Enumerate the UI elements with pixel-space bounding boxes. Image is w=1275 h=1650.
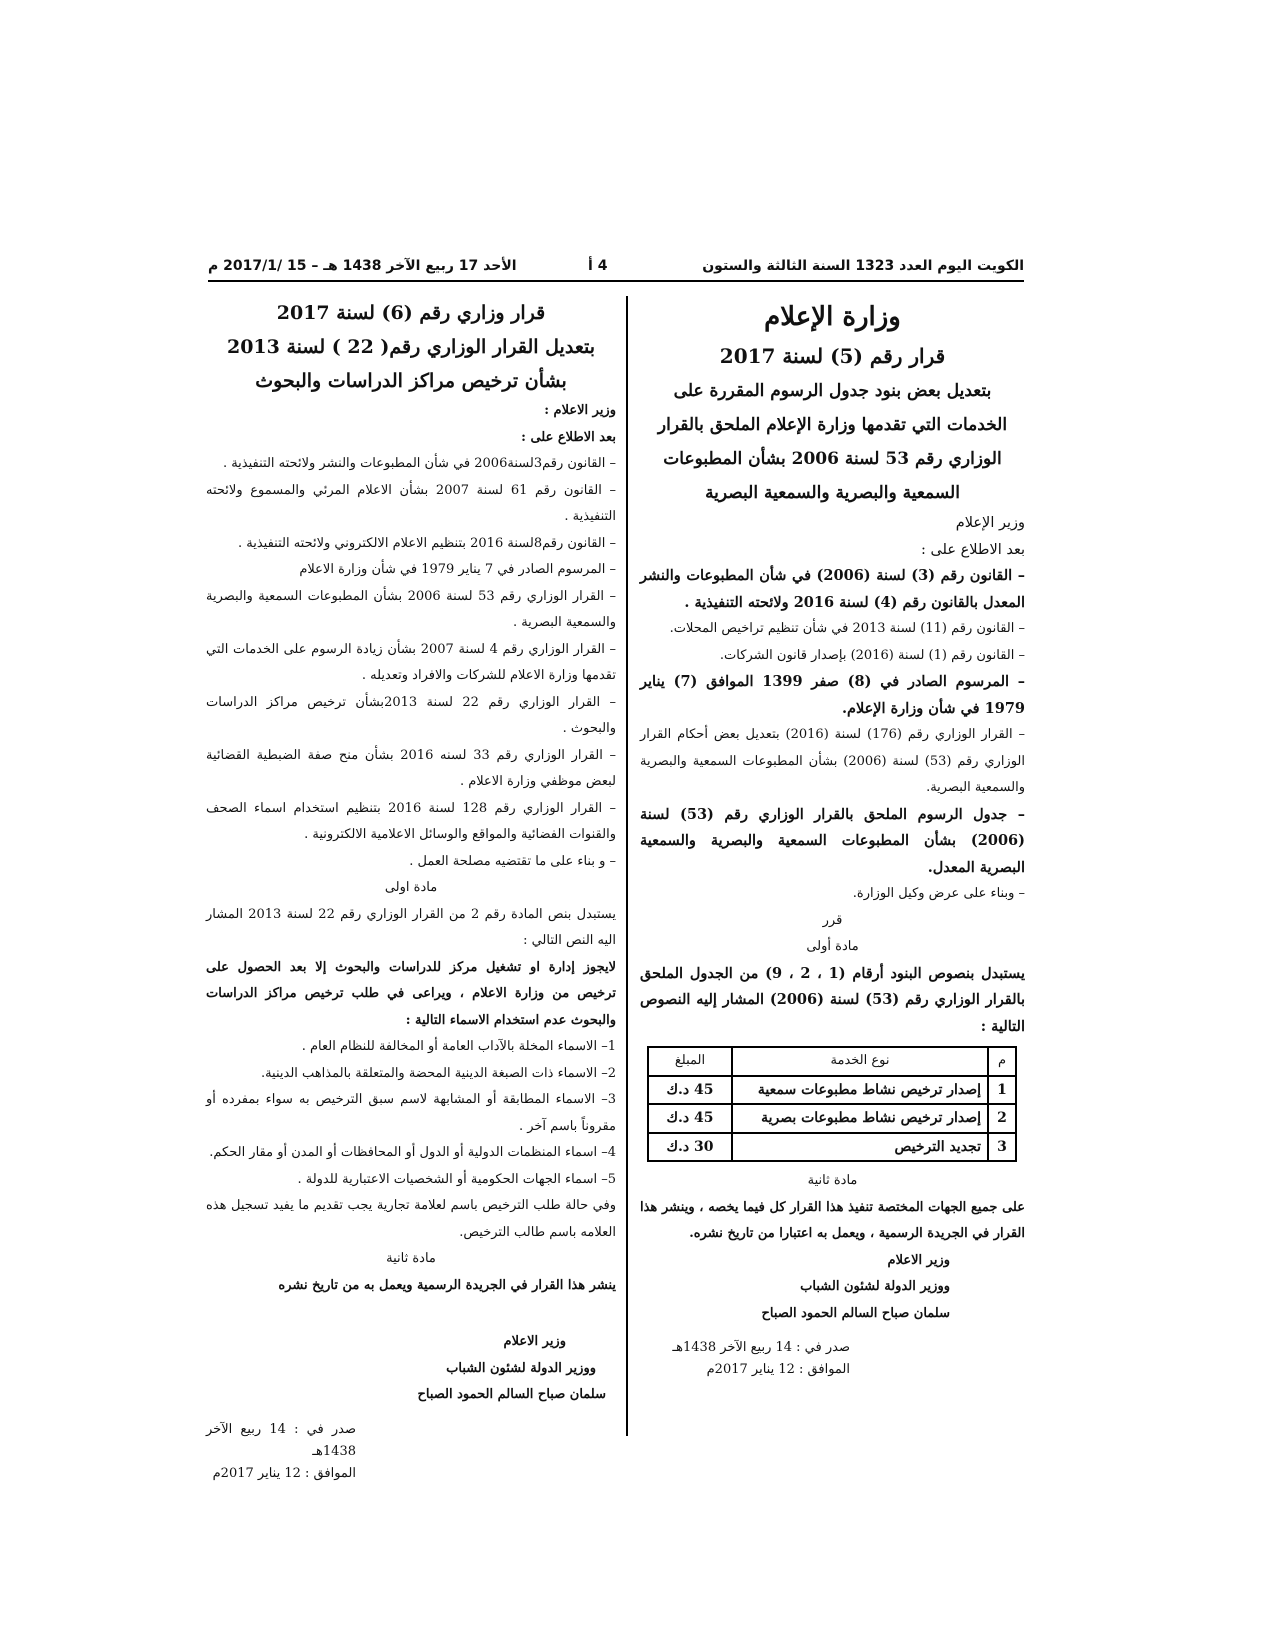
article-2-text: ينشر هذا القرار في الجريدة الرسمية ويعمل به من تاريخ نشره xyxy=(278,1277,616,1293)
prohibited-name-item: 1– الاسماء المخلة بالآداب العامة أو المخالفة للنظام العام . xyxy=(301,1039,616,1054)
column-divider xyxy=(626,296,628,1436)
fees-table-header xyxy=(648,1047,1016,1076)
minister-label: وزير الإعلام xyxy=(955,515,1025,531)
table-header-cell: نوع الخدمة xyxy=(732,1047,988,1076)
prohibited-name-item: 5– اسماء الجهات الحكومية أو الشخصيات الاعتبارية للدولة . xyxy=(297,1171,616,1187)
reference-item: – القرار الوزاري رقم 53 لسنة 2006 بشأن المطبوعات السمعية والبصرية والسمعية البصرية . xyxy=(206,588,616,630)
table-row xyxy=(648,1104,1016,1133)
table-header-cell: م xyxy=(988,1047,1016,1076)
issue-date: الأحد 17 ربيع الآخر 1438 هـ – 15 /2017/1 م xyxy=(208,258,517,274)
gazette-issue: الكويت اليوم العدد 1323 السنة الثالثة والستون xyxy=(702,258,1024,274)
decided-label: قرر xyxy=(822,912,843,928)
row-number: 3 xyxy=(988,1133,1016,1162)
reference-item: – المرسوم الصادر في 7 يناير 1979 في شأن وزارة الاعلام xyxy=(299,562,616,577)
trademark-note: وفي حالة طلب الترخيص باسم لعلامة تجارية يجب تقديم ما يفيد تسجيل هذه العلامه باسم طالب الترخيص. xyxy=(206,1198,616,1240)
reference-item: – القانون رقم (11) لسنة 2013 في شأن تنظيم تراخيص المحلات. xyxy=(669,621,1025,636)
signatory-name: سلمان صباح السالم الحمود الصباح xyxy=(761,1305,950,1321)
issued-date-hijri: صدر في : 14 ربيع الآخر 1438هـ xyxy=(672,1340,850,1355)
signatory-name: سلمان صباح السالم الحمود الصباح xyxy=(417,1387,606,1402)
article-1-title: مادة اولى xyxy=(384,880,438,895)
issued-date-gregorian: الموافق : 12 يناير 2017م xyxy=(706,1362,850,1377)
service-type: إصدار ترخيص نشاط مطبوعات بصرية xyxy=(732,1104,988,1133)
article-1-text: يستبدل بنصوص البنود أرقام (1 ، 2 ، 9) من الجدول الملحق بالقرار الوزاري رقم (53) لسنة (2006) المشار إليه النصوص التالية : xyxy=(640,964,1026,1035)
service-type: تجديد الترخيص xyxy=(732,1133,988,1162)
decision-6-column xyxy=(206,296,616,1485)
reference-item: – القانون رقم 61 لسنة 2007 بشأن الاعلام المرئي والمسموع ولائحته التنفيذية . xyxy=(206,482,616,524)
signatory-title: ووزير الدولة لشئون الشباب xyxy=(800,1279,950,1294)
decision-5-subtitle-line: الخدمات التي تقدمها وزارة الإعلام الملحق بالقرار xyxy=(657,415,1008,435)
minister-label: وزير الاعلام : xyxy=(544,403,616,418)
table-row xyxy=(648,1076,1016,1105)
reference-item: – جدول الرسوم الملحق بالقرار الوزاري رقم (53) لسنة (2006) بشأن المطبوعات السمعية والبصرية والسمعية البصرية المعدل. xyxy=(640,805,1025,876)
article-2-title: مادة ثانية xyxy=(807,1173,858,1188)
decision-5-subtitle-line: بتعديل بعض بنود جدول الرسوم المقررة على xyxy=(673,381,992,401)
reference-item: – المرسوم الصادر في (8) صفر 1399 الموافق (7) يناير 1979 في شأن وزارة الإعلام. xyxy=(640,673,1025,717)
reference-item: – القرار الوزاري رقم 22 لسنة 2013بشأن ترخيص مراكز الدراسات والبحوث . xyxy=(206,694,616,736)
decision-6-title: قرار وزاري رقم (6) لسنة 2017 xyxy=(276,302,546,324)
decision-5-title: قرار رقم (5) لسنة 2017 xyxy=(719,344,946,368)
fees-table xyxy=(647,1046,1017,1162)
table-header-cell: المبلغ xyxy=(648,1047,732,1076)
article-1-body: لايجوز إدارة او تشغيل مركز للدراسات والبحوث إلا بعد الحصول على ترخيص من وزارة الاعلام ، ويراعى في طلب ترخيص مراكز الدراسات والبحوث عدم استخدام الاسماء التالية : xyxy=(206,959,616,1028)
prohibited-name-item: 3– الاسماء المطابقة أو المشابهة لاسم سبق الترخيص به سواء بمفرده أو مقروناً باسم آخر . xyxy=(206,1092,616,1134)
reference-item: – القرار الوزاري رقم 128 لسنة 2016 بتنظيم استخدام اسماء الصحف والقنوات الفضائية والمواقع والوسائل الاعلامية الالكترونية . xyxy=(206,800,616,842)
reference-item: – القانون رقم (3) لسنة (2006) في شأن المطبوعات والنشر المعدل بالقانون رقم (4) لسنة 2016 ولائحته التنفيذية . xyxy=(640,567,1025,611)
reference-item: – القرار الوزاري رقم 4 لسنة 2007 بشأن زيادة الرسوم على الخدمات التي تقدمها وزارة الاعلام للشركات والافراد وتعديله . xyxy=(206,641,616,683)
reference-item: – القرار الوزاري رقم 33 لسنه 2016 بشأن منح صفة الضبطية القضائية لبعض موظفي وزارة الاعلام . xyxy=(206,747,616,789)
decision-6-subtitle: بشأن ترخيص مراكز الدراسات والبحوث xyxy=(255,370,567,392)
fee-amount: 45 د.ك xyxy=(648,1104,732,1133)
decision-5-subtitle-line: السمعية والبصرية والسمعية البصرية xyxy=(705,483,960,503)
row-number: 1 xyxy=(988,1076,1016,1105)
fee-amount: 30 د.ك xyxy=(648,1133,732,1162)
fee-amount: 45 د.ك xyxy=(648,1076,732,1105)
reference-item: – و بناء على ما تقتضيه مصلحة العمل . xyxy=(409,853,616,869)
signatory-title: وزير الاعلام xyxy=(887,1252,950,1268)
issued-date-gregorian: الموافق : 12 يناير 2017م xyxy=(212,1465,356,1481)
decision-6-subtitle: بتعديل القرار الوزاري رقم( 22 ) لسنة 2013 xyxy=(226,336,596,358)
article-2-title: مادة ثانية xyxy=(386,1251,436,1266)
page-header xyxy=(208,256,1024,282)
after-review-label: بعد الاطلاع على : xyxy=(920,541,1025,558)
signatory-title: ووزير الدولة لشئون الشباب xyxy=(446,1360,596,1376)
ministry-title: وزارة الإعلام xyxy=(764,302,901,332)
after-review-label: بعد الاطلاع على : xyxy=(521,429,616,445)
prohibited-name-item: 2– الاسماء ذات الصبغة الدينية المحضة والمتعلقة بالمذاهب الدينية. xyxy=(260,1065,616,1081)
reference-item: – القانون رقم8لسنة 2016 بتنظيم الاعلام الالكتروني ولائحته التنفيذية . xyxy=(237,535,616,551)
article-2-text: على جميع الجهات المختصة تنفيذ هذا القرار كل فيما يخصه ، وينشر هذا القرار في الجريدة الرسمية ، ويعمل به اعتبارا من تاريخ نشره. xyxy=(640,1199,1025,1241)
row-number: 2 xyxy=(988,1104,1016,1133)
article-1-text: يستبدل بنص المادة رقم 2 من القرار الوزاري رقم 22 لسنة 2013 المشار اليه النص التالي : xyxy=(206,906,617,948)
decision-5-subtitle-line: الوزاري رقم 53 لسنة 2006 بشأن المطبوعات xyxy=(663,449,1002,469)
article-1-title: مادة أولى xyxy=(806,939,859,954)
service-type: إصدار ترخيص نشاط مطبوعات سمعية xyxy=(732,1076,988,1105)
signature-block xyxy=(206,1329,616,1409)
prohibited-name-item: 4– اسماء المنظمات الدولية أو الدول أو المحافظات أو المدن أو مقار الحكم. xyxy=(209,1145,616,1160)
issued-date-hijri: صدر في : 14 ربيع الآخر 1438هـ xyxy=(206,1421,356,1459)
header-rule xyxy=(208,280,1024,282)
page-number: 4 أ xyxy=(588,258,608,274)
decision-5-column xyxy=(640,296,1025,1381)
reference-item: – القرار الوزاري رقم (176) لسنة (2016) بتعديل بعض أحكام القرار الوزاري رقم (53) لسنة (2006) بشأن المطبوعات السمعية والبصرية والسمعية البصرية. xyxy=(640,727,1025,795)
reference-item: – القانون رقم (1) لسنة (2016) بإصدار قانون الشركات. xyxy=(719,647,1025,663)
signatory-title: وزير الاعلام xyxy=(503,1334,566,1349)
reference-item: – القانون رقم3لسنة2006 في شأن المطبوعات والنشر ولائحته التنفيذية . xyxy=(222,456,616,471)
table-row xyxy=(648,1133,1016,1162)
reference-item: – وبناء على عرض وكيل الوزارة. xyxy=(852,886,1025,901)
signature-block xyxy=(640,1248,1025,1328)
